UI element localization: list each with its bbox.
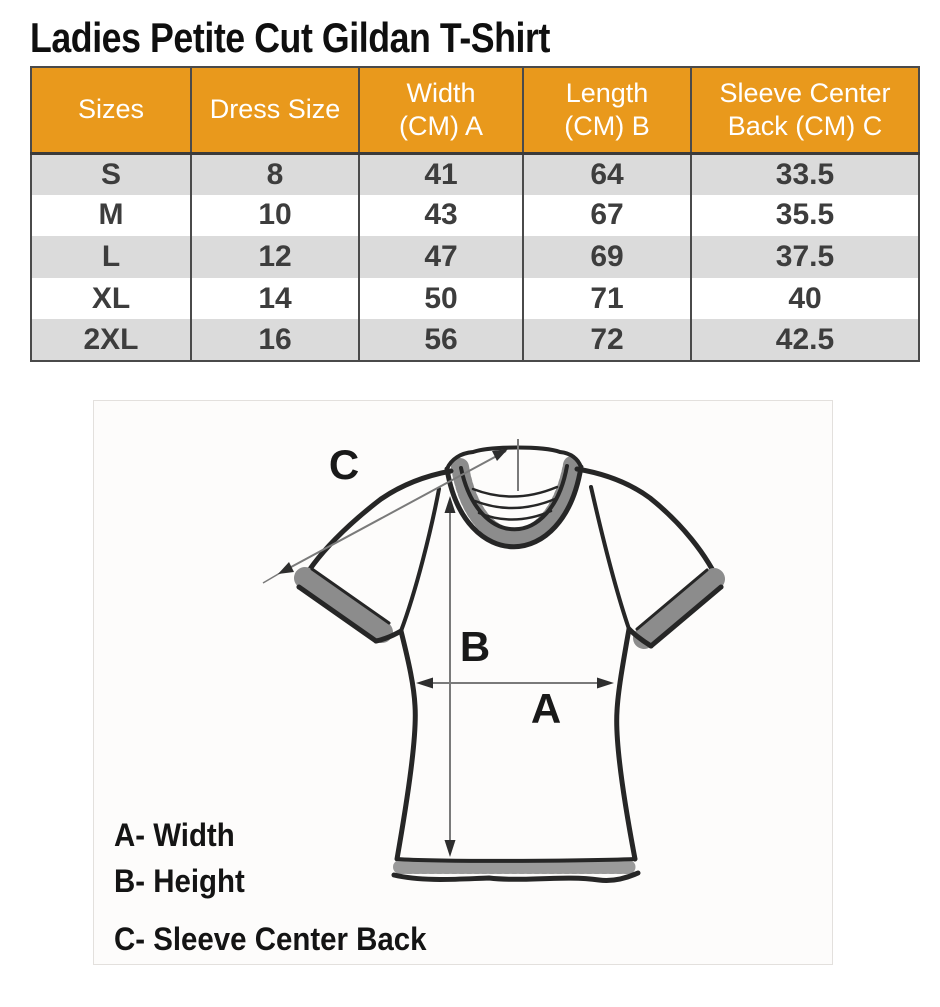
size-table-body xyxy=(31,153,919,361)
length-cell: 71 xyxy=(523,278,691,320)
length-cell: 64 xyxy=(523,153,691,195)
arrow-a-left xyxy=(416,678,433,689)
size-table-header xyxy=(31,67,919,153)
table-row-l xyxy=(31,236,919,278)
width-cell: 50 xyxy=(359,278,523,320)
size-table xyxy=(30,66,920,362)
arrow-b-bottom xyxy=(445,840,456,857)
left-armhole-seam xyxy=(401,489,439,631)
header-row xyxy=(31,67,919,153)
sleeve-cell: 33.5 xyxy=(691,153,919,195)
arrow-a-right xyxy=(597,678,614,689)
hem-top-edge xyxy=(397,859,635,861)
length-cell: 69 xyxy=(523,236,691,278)
dress-size-cell: 12 xyxy=(191,236,359,278)
table-row-s xyxy=(31,153,919,195)
table-row-xl xyxy=(31,278,919,320)
dress-size-cell: 16 xyxy=(191,319,359,361)
length-cell: 67 xyxy=(523,195,691,237)
legend-height: B- Height xyxy=(114,863,245,899)
column-header-dress-size: Dress Size xyxy=(191,67,359,153)
measure-line-c-extension xyxy=(263,573,280,583)
tshirt-outline xyxy=(299,448,721,881)
dress-size-cell: 10 xyxy=(191,195,359,237)
sleeve-cell: 37.5 xyxy=(691,236,919,278)
width-cell: 56 xyxy=(359,319,523,361)
column-header-sleeve-center-back: Sleeve Center Back (CM) C xyxy=(691,67,919,153)
left-cuff-ribbing xyxy=(305,578,382,632)
sleeve-cell: 42.5 xyxy=(691,319,919,361)
torso-right-edge xyxy=(617,629,635,859)
table-row-m xyxy=(31,195,919,237)
sleeve-cell: 35.5 xyxy=(691,195,919,237)
torso-left-edge xyxy=(397,631,415,859)
width-cell: 43 xyxy=(359,195,523,237)
right-armhole-seam xyxy=(591,487,629,629)
collar-back-line xyxy=(473,487,557,497)
length-cell: 72 xyxy=(523,319,691,361)
dress-size-cell: 8 xyxy=(191,153,359,195)
size-cell: XL xyxy=(31,278,191,320)
size-cell: 2XL xyxy=(31,319,191,361)
legend-sleeve-center-back: C- Sleeve Center Back xyxy=(114,921,427,957)
size-cell: L xyxy=(31,236,191,278)
diagram-label-c: C xyxy=(328,441,360,488)
collar-back-line xyxy=(475,499,555,508)
table-row-2xl xyxy=(31,319,919,361)
size-cell: M xyxy=(31,195,191,237)
width-cell: 47 xyxy=(359,236,523,278)
arrow-c-top xyxy=(492,449,508,461)
measurement-diagram xyxy=(93,400,833,965)
left-sleeve-outer xyxy=(299,471,451,587)
dress-size-cell: 14 xyxy=(191,278,359,320)
column-header-length: Length (CM) B xyxy=(523,67,691,153)
diagram-label-a: A xyxy=(530,685,562,732)
size-cell: S xyxy=(31,153,191,195)
diagram-label-b: B xyxy=(459,623,491,670)
page-title: Ladies Petite Cut Gildan T-Shirt xyxy=(30,14,550,61)
sleeve-cell: 40 xyxy=(691,278,919,320)
hem-bottom-edge xyxy=(394,873,638,880)
legend-width: A- Width xyxy=(114,817,235,853)
width-cell: 41 xyxy=(359,153,523,195)
column-header-width: Width (CM) A xyxy=(359,67,523,153)
arrow-c-bottom xyxy=(278,562,294,574)
right-cuff-ribbing xyxy=(644,579,714,638)
column-header-sizes: Sizes xyxy=(31,67,191,153)
